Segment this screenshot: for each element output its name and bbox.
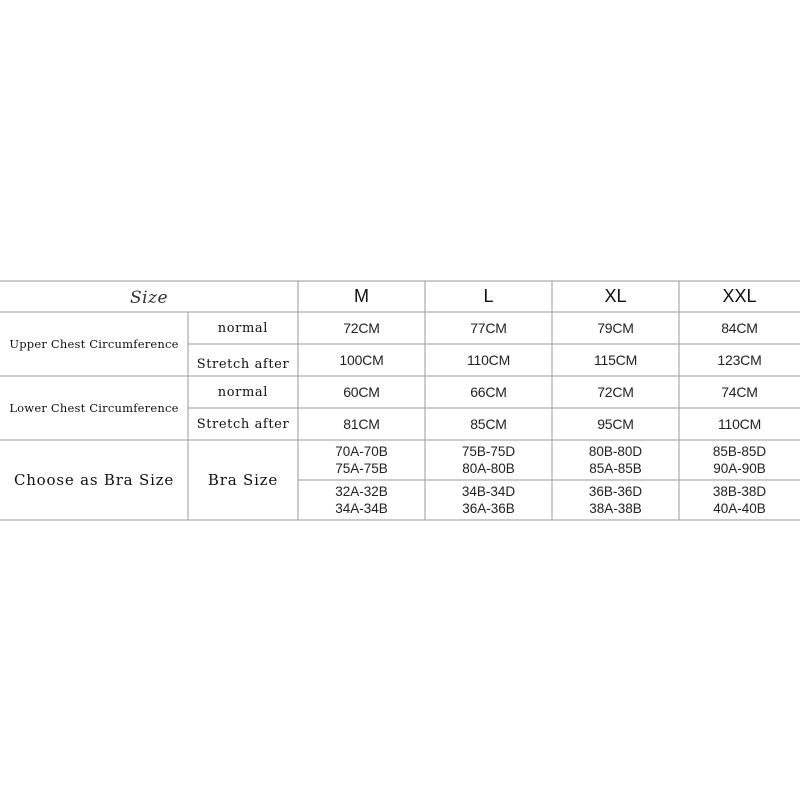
bra-row1-xl [552,440,679,480]
bra-row1-m [298,440,425,480]
upper-chest-stretch-label: Stretch after [196,356,290,372]
upper-normal-xl: 79CM [597,320,634,336]
lower-chest-normal-label: normal [217,384,268,400]
upper-stretch-l: 110CM [466,352,511,368]
upper-chest-label: Upper Chest Circumference [9,337,179,351]
lower-stretch-xl: 95CM [597,416,634,432]
bra-group-label: Choose as Bra Size [13,471,175,489]
bra-row2-xxl [679,480,800,520]
upper-chest-normal-label: normal [217,320,268,336]
lower-chest-label: Lower Chest Circumference [9,401,179,415]
upper-normal-l: 77CM [470,320,507,336]
bra-row2-m-line2: 34A-34B [335,501,388,516]
bra-row1-xxl-line2: 90A-90B [713,461,766,476]
bra-row1-xxl [679,440,800,480]
bra-row2-m [298,480,425,520]
bra-row1-l-line2: 80A-80B [462,461,515,476]
bra-row1-m-line2: 75A-75B [335,461,388,476]
lower-normal-m: 60CM [343,384,380,400]
bra-row2-xl-line1: 36B-36D [588,484,643,499]
bra-row2-l-line2: 36A-36B [462,501,515,516]
bra-row2-xl-line2: 38A-38B [589,501,642,516]
upper-stretch-xl: 115CM [593,352,638,368]
upper-stretch-xxl: 123CM [717,352,762,368]
bra-row2-l-line1: 34B-34D [461,484,516,499]
bra-row1-l-line1: 75B-75D [461,444,516,459]
column-header-xl: XL [604,286,627,306]
lower-normal-xxl: 74CM [721,384,758,400]
bra-row1-l [425,440,552,480]
upper-stretch-m: 100CM [339,352,384,368]
column-header-m: M [354,286,369,306]
column-header-l: L [483,286,494,306]
lower-stretch-l: 85CM [470,416,507,432]
lower-normal-l: 66CM [470,384,507,400]
bra-row2-m-line1: 32A-32B [335,484,388,499]
bra-row1-xl-line1: 80B-80D [588,444,643,459]
bra-row2-l [425,480,552,520]
bra-row2-xl [552,480,679,520]
lower-stretch-xxl: 110CM [717,416,762,432]
size-header: Size [129,288,169,308]
upper-normal-xxl: 84CM [721,320,758,336]
bra-row1-xxl-line1: 85B-85D [712,444,767,459]
bra-row1-xl-line2: 85A-85B [589,461,642,476]
lower-normal-xl: 72CM [597,384,634,400]
bra-row2-xxl-line2: 40A-40B [713,501,766,516]
upper-normal-m: 72CM [343,320,380,336]
lower-stretch-m: 81CM [343,416,380,432]
bra-size-label: Bra Size [207,471,279,489]
bra-row1-m-line1: 70A-70B [335,444,388,459]
column-header-xxl: XXL [722,286,757,306]
lower-chest-stretch-label: Stretch after [196,416,290,432]
bra-row2-xxl-line1: 38B-38D [712,484,767,499]
